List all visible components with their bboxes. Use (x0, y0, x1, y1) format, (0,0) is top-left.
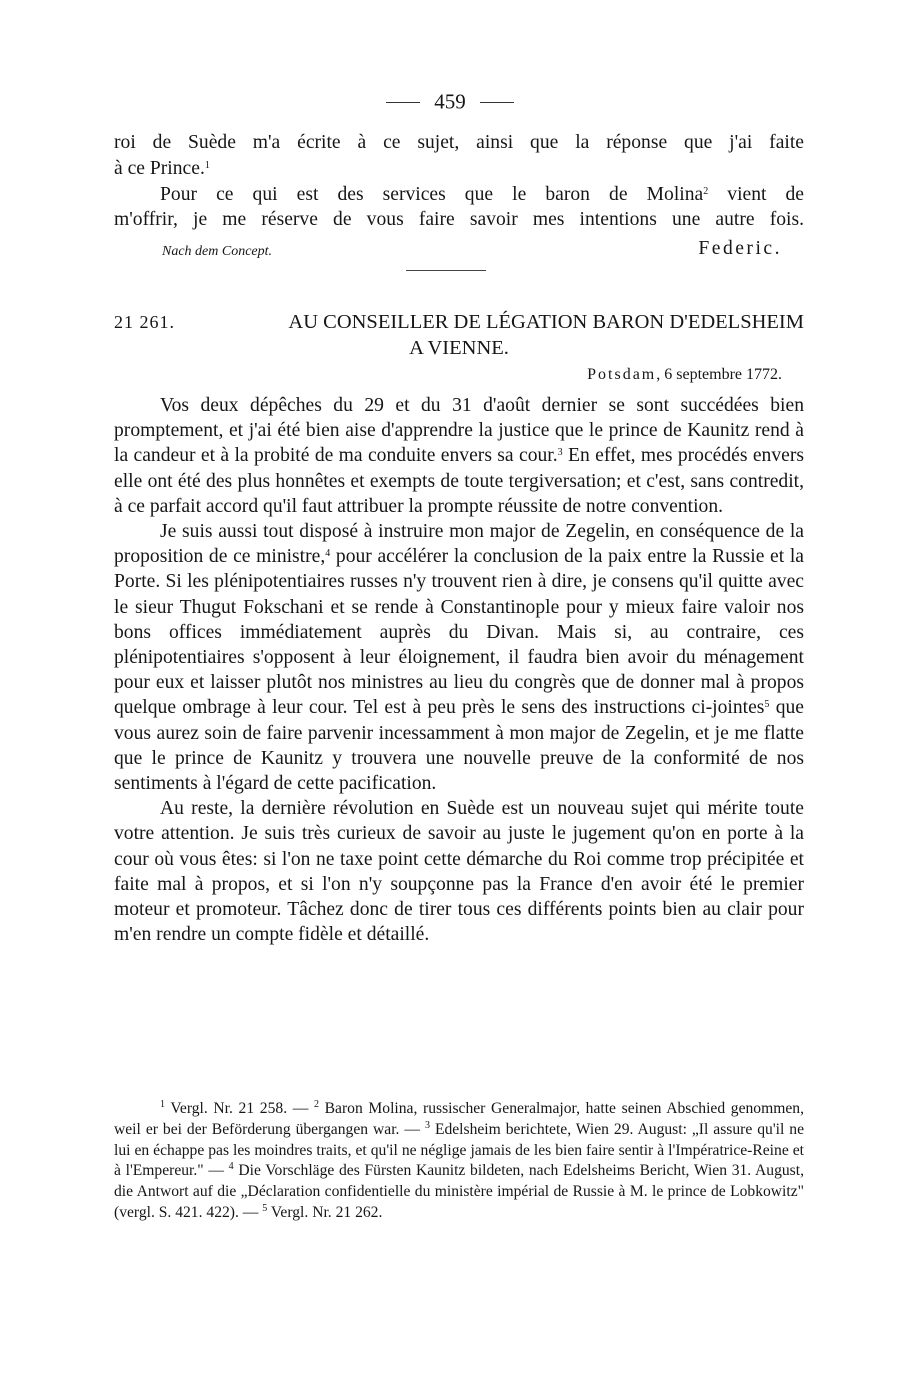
signature: Federic. (698, 238, 782, 259)
paragraph-2-part-a: Je suis aussi tout disposé à instruire mon major de Zegelin, en conséquence de la proposition de ce ministre, (114, 521, 804, 568)
paragraph-1-part-a: Vos deux dépêches du 29 et du 31 d'août dernier se sont succédées bien promptement, et j'ai été bien aise d'apprendre la justice que le prince de Kaunitz rend à la candeur et à la probité de ma conduite envers sa cour. (114, 395, 804, 467)
letter-body (114, 393, 804, 947)
footnote-mark-5: 5 (262, 1202, 268, 1214)
paragraph-1-part-b: En effet, mes procédés envers elle ont été des plus honnêtes et exempts de toute tergiversation; et c'est, sans contredit, à ce parfait accord qu'il faut attribuer la prompte réussite de notre convention. (114, 445, 804, 517)
footnote-2: Baron Molina, russischer Generalmajor, hatte seinen Abschied genommen, weil er bei der Beförderung übergangen war. — (114, 1100, 804, 1138)
footnote-ref-1: 1 (204, 160, 210, 171)
page-number-value: 459 (434, 89, 466, 114)
footnote-1: Vergl. Nr. 21 258. — (165, 1100, 314, 1117)
footnote-mark-4: 4 (228, 1161, 234, 1173)
section-divider (406, 270, 486, 271)
footnote-3: Edelsheim berichtete, Wien 29. August: „Il assure qu'il ne lui en échappe pas les moindres traits, et qu'il ne néglige jamais de les bien faire sentir à l'Impératrice-Reine et à l'Empereur." — (114, 1120, 804, 1180)
letter-title-line-2: A VIENNE. (409, 337, 509, 359)
page-number-right-rule (480, 102, 514, 103)
footnote-4: Die Vorschläge des Fürsten Kaunitz bildeten, nach Edelsheims Bericht, Wien 31. August, die Antwort auf die „Déclaration confidentielle du ministère impérial de Russie à M. le prince de Lobkowitz" (vergl. S. 421. 422). — (114, 1162, 804, 1221)
continuation-text-4: m'offrir, je me réserve de vous faire savoir mes intentions une autre fois. (114, 209, 804, 230)
continuation-text-1: roi de Suède m'a écrite à ce sujet, ainsi que la réponse que j'ai faite (114, 132, 804, 153)
footnote-mark-2: 2 (314, 1099, 319, 1110)
paragraph-2-part-c: que vous aurez soin de faire parvenir incessamment à mon major de Zegelin, et je me flatte que le prince de Kaunitz y trouvera une nouvelle preuve de la conformité de nos sentiments à l'égard de cette pacification. (114, 697, 804, 795)
continuation-line-1 (114, 130, 804, 155)
place-date (114, 366, 782, 384)
footnote-5: Vergl. Nr. 21 262. (267, 1203, 383, 1221)
footnote-mark-3: 3 (424, 1119, 430, 1131)
continuation-text-2: à ce Prince. (114, 158, 205, 179)
continuation-line-3 (160, 182, 804, 207)
letter-title-line-1: AU CONSEILLER DE LÉGATION BARON D'EDELSHEIM (288, 311, 804, 333)
footnote-mark-1: 1 (160, 1099, 165, 1110)
footnote-ref-4: 4 (325, 548, 331, 560)
paragraph-2-part-b: pour accélérer la conclusion de la paix entre la Russie et la Porte. Si les plénipotentiaires russes n'y trouvent rien à dire, je consens qu'il quitte avec le sieur Thugut Fokschani et se rende à Constantinople pour y mieux faire valoir nos bons offices immédiatement auprès du Divan. Mais si, au contraire, ces plénipotentiaires s'opposent à leur éloignement, il faudra bien avoir du ménagement pour eux et laisser plutôt nos ministres au lieu du congrès que de donner mal à propos quelque ombrage à leur cour. Tel est à peu près le sens des instructions ci-jointes (114, 546, 804, 719)
paragraph-3: Au reste, la dernière révolution en Suède est un nouveau sujet qui mérite toute votre attention. Je suis très curieux de savoir au juste le jugement qu'on en porte à la cour où vous êtes: si l'on ne taxe point cette démarche du Roi comme trop précipitée et faite mal à propos, et si l'on n'y soupçonne pas la France d'en avoir été le premier moteur et promoteur. Tâchez donc de tirer tous ces différents points bien au clair pour m'en rendre un compte fidèle et détaillé. (114, 798, 804, 946)
letter-heading (114, 309, 804, 361)
concept-row (162, 238, 782, 262)
page-number (0, 88, 900, 115)
date: , 6 septembre 1772. (656, 366, 782, 383)
footnote-ref-2: 2 (703, 186, 709, 197)
page-number-left-rule (386, 102, 420, 103)
continuation-line-2 (114, 156, 804, 181)
paragraph-1 (114, 393, 804, 519)
concept-note: Nach dem Concept. (162, 244, 273, 259)
continuation-text-3: Pour ce qui est des services que le baron de Molina (160, 184, 704, 205)
footnotes (114, 1099, 804, 1224)
place: Potsdam (587, 366, 657, 383)
continuation-line-4 (114, 207, 804, 232)
footnote-ref-3: 3 (557, 447, 563, 459)
footnote-ref-5: 5 (764, 699, 770, 711)
letter-number: 21 261. (114, 312, 175, 332)
paragraph-2 (114, 519, 804, 796)
continuation-text-3-end: vient de (708, 184, 804, 205)
